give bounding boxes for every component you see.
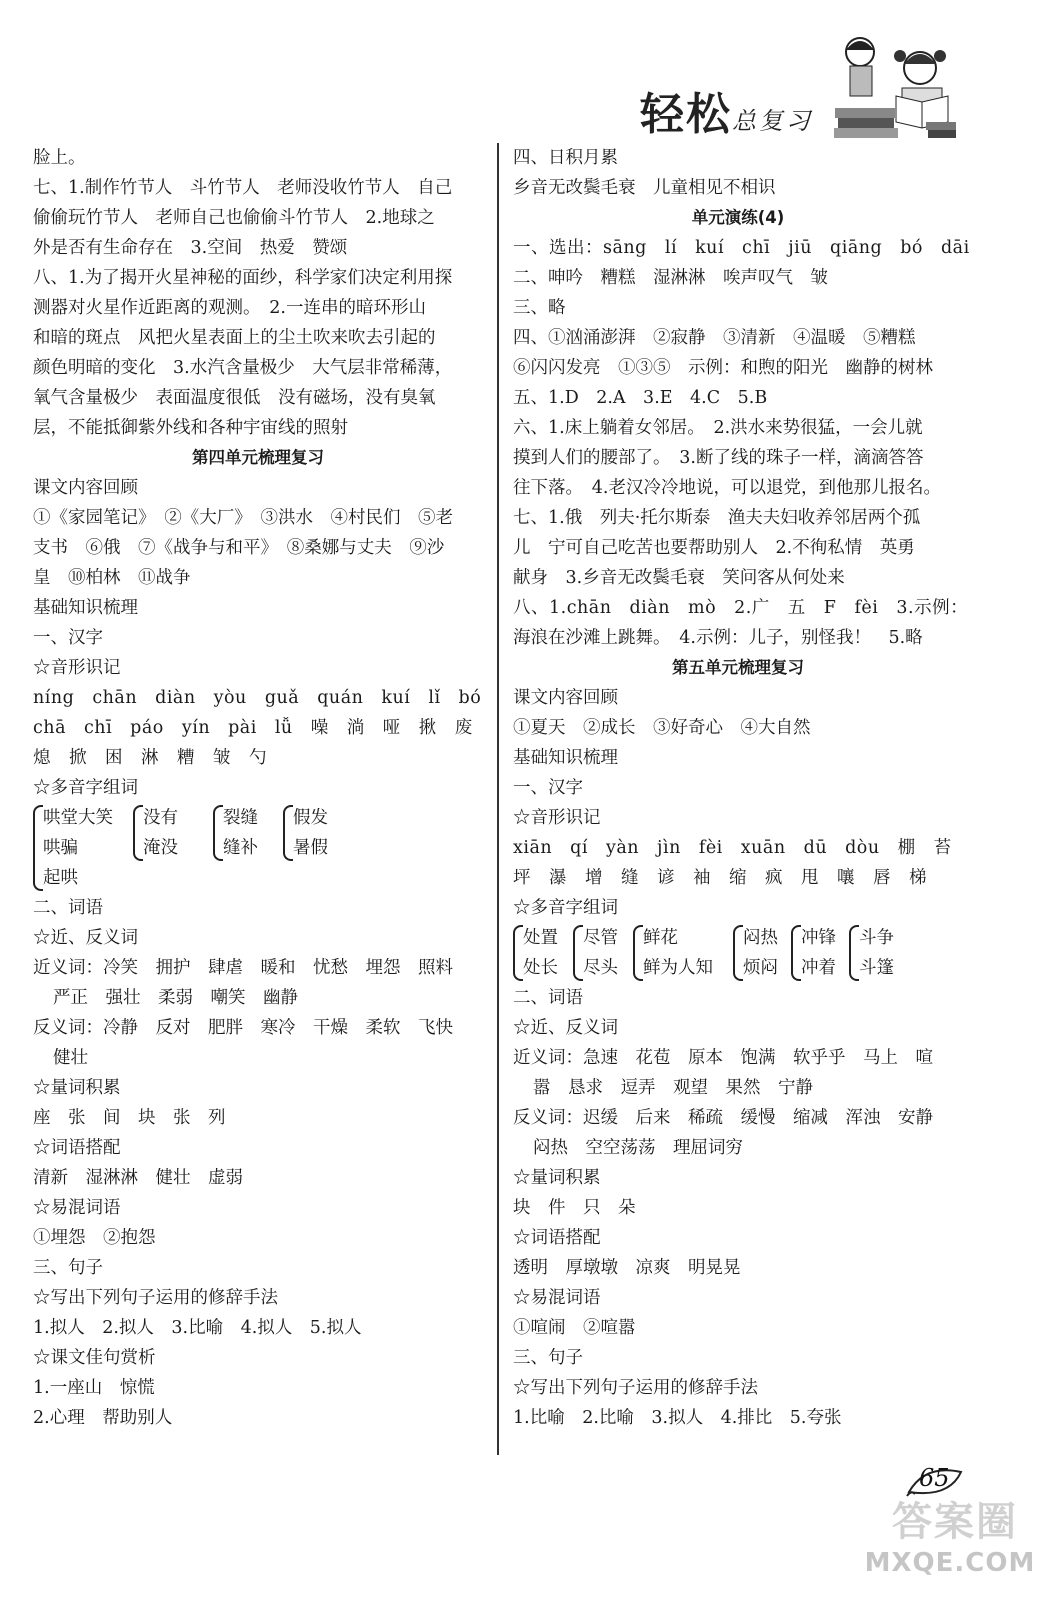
text-line: 1.比喻 2.比喻 3.拟人 4.排比 5.夸张 [513,1408,842,1428]
subsection-label: 课文内容回顾 [33,478,138,498]
text-line: 二、词语 [33,898,103,918]
brace-item: 哄堂大笑 [43,808,113,828]
brace-item: 没有 [143,808,178,828]
text-line: 层，不能抵御紫外线和各种宇宙线的照射 [33,418,348,438]
brace-group [33,803,113,893]
star-heading: ☆多音字组词 [33,778,138,798]
text-line: 透明 厚墩墩 凉爽 明晃晃 [513,1258,741,1278]
brace-item: 斗争 [859,928,894,948]
text-line: 摸到人们的腰部了。 3.断了线的珠子一样，滴滴答答 [513,448,924,468]
text-line: 一、汉字 [513,778,583,798]
star-heading: ☆近、反义词 [513,1018,618,1038]
text-line: 往下落。 4.老汉冷冷地说，可以退党，到他那儿报名。 [513,478,941,498]
text-line: ①喧闹 ②喧嚣 [513,1318,636,1338]
text-line: 二、词语 [513,988,583,1008]
text-line: 健壮 [53,1048,88,1068]
text-line: 闷热 空空荡荡 理屈词穷 [533,1138,743,1158]
subsection-label: 课文内容回顾 [513,688,618,708]
brace-group [283,803,328,863]
text-line: ⑥闪闪发亮 ①③⑤ 示例：和煦的阳光 幽静的树林 [513,358,933,378]
text-line: 块 件 只 朵 [513,1198,636,1218]
brace-item: 淹没 [143,838,178,858]
brace-group [513,923,558,983]
text-line: 脸上。 [33,148,86,168]
text-line: 三、句子 [33,1258,103,1278]
brand-subtitle: 总复习 [732,107,813,135]
brace-item: 缝补 [223,838,258,858]
brace-group [573,923,618,983]
text-line: 八、1.为了揭开火星神秘的面纱，科学家们决定利用探 [33,268,453,288]
star-heading: ☆音形识记 [33,658,121,678]
pinyin-line: 熄 掀 困 淋 糟 皱 勺 [33,748,267,768]
star-heading: ☆写出下列句子运用的修辞手法 [33,1288,278,1308]
brace-item: 哄骗 [43,838,78,858]
text-line: 一、汉字 [33,628,103,648]
page-header [0,0,1060,140]
brace-item: 斗篷 [859,958,894,978]
star-heading: ☆词语搭配 [513,1228,601,1248]
brace-group [849,923,894,983]
text-line: ①《家园笔记》 ②《大厂》 ③洪水 ④村民们 ⑤老 [33,508,453,528]
left-column [33,143,483,1433]
text-line: 三、句子 [513,1348,583,1368]
text-line: 氧气含量极少 表面温度很低 没有磁场，没有臭氧 [33,388,436,408]
brace-item: 处置 [523,928,558,948]
text-line: 清新 湿淋淋 健壮 虚弱 [33,1168,243,1188]
pinyin-line: 一、选出：sāng lí kuí chī jiū qiāng bó dāi [513,238,970,258]
subsection-label: 基础知识梳理 [33,598,138,618]
text-line: 二、呻吟 糟糕 湿淋淋 唉声叹气 皱 [513,268,828,288]
brace-group [791,923,836,983]
brace-item: 裂缝 [223,808,258,828]
text-line: 四、①汹涌澎湃 ②寂静 ③清新 ④温暖 ⑤糟糕 [513,328,916,348]
section-heading: 第四单元梳理复习 [192,448,324,467]
star-heading: ☆写出下列句子运用的修辞手法 [513,1378,758,1398]
column-divider [497,143,499,1455]
star-heading: ☆课文佳句赏析 [33,1348,156,1368]
watermark [850,1490,1050,1590]
polyphone-groups [513,923,963,983]
brace-item: 假发 [293,808,328,828]
brace-item: 烦闷 [743,958,778,978]
text-line: ①埋怨 ②抱怨 [33,1228,156,1248]
brace-item: 处长 [523,958,558,978]
brace-item: 鲜花 [643,928,678,948]
star-heading: ☆多音字组词 [513,898,618,918]
text-line: 1.拟人 2.拟人 3.比喻 4.拟人 5.拟人 [33,1318,362,1338]
brand-logo [640,78,813,142]
star-heading: ☆音形识记 [513,808,601,828]
subsection-label: 基础知识梳理 [513,748,618,768]
star-heading: ☆易混词语 [513,1288,601,1308]
text-line: 五、1.D 2.A 3.E 4.C 5.B [513,388,768,408]
polyphone-groups [33,803,483,893]
page-number-text: 65 [919,1464,950,1492]
brace-item: 闷热 [743,928,778,948]
pinyin-line: chā chī páo yín pài lǚ 噪 淌 哑 揪 废 [33,718,473,738]
star-heading: ☆近、反义词 [33,928,138,948]
text-line: 皇 ⑩柏林 ⑪战争 [33,568,191,588]
section-heading: 单元演练(4) [691,208,785,227]
text-line: ①夏天 ②成长 ③好奇心 ④大自然 [513,718,811,738]
star-heading: ☆词语搭配 [33,1138,121,1158]
brace-group [133,803,178,863]
star-heading: ☆易混词语 [33,1198,121,1218]
text-line: 近义词：冷笑 拥护 肆虐 暖和 忧愁 埋怨 照料 [33,958,453,978]
brace-item: 暑假 [293,838,328,858]
text-line: 反义词：迟缓 后来 稀疏 缓慢 缩减 浑浊 安静 [513,1108,933,1128]
brace-item: 冲着 [801,958,836,978]
brand-title: 轻松 [640,89,732,140]
pinyin-line: 坪 瀑 增 缝 谚 袖 缩 疯 甩 嚷 唇 梯 [513,868,927,888]
text-line: 近义词：急速 花苞 原本 饱满 软乎乎 马上 喧 [513,1048,933,1068]
text-line: 测器对火星作近距离的观测。 2.一连串的暗环形山 [33,298,426,318]
text-line: 三、略 [513,298,566,318]
text-line: 外是否有生命存在 3.空间 热爱 赞颂 [33,238,348,258]
star-heading: ☆量词积累 [33,1078,121,1098]
text-line: 偷偷玩竹节人 老师自己也偷偷斗竹节人 2.地球之 [33,208,435,228]
text-line: 严正 强壮 柔弱 嘲笑 幽静 [53,988,298,1008]
text-line: 和暗的斑点 风把火星表面上的尘土吹来吹去引起的 [33,328,436,348]
text-line: 献身 3.乡音无改鬓毛衰 笑问客从何处来 [513,568,845,588]
brace-item: 起哄 [43,868,78,888]
pinyin-line: xiān qí yàn jìn fèi xuān dū dòu 棚 苔 [513,838,952,858]
text-line: 七、1.俄 列夫·托尔斯泰 渔夫夫妇收养邻居两个孤 [513,508,921,528]
text-line: 支书 ⑥俄 ⑦《战争与和平》 ⑧桑娜与丈夫 ⑨沙 [33,538,445,558]
brace-item: 鲜为人知 [643,958,713,978]
brace-item: 冲锋 [801,928,836,948]
watermark-logo: 答案圈 [892,1499,1018,1545]
text-line: 反义词：冷静 反对 肥胖 寒冷 干燥 柔软 飞快 [33,1018,453,1038]
text-line: 海浪在沙滩上跳舞。 4.示例：儿子，别怪我！ 5.略 [513,628,923,648]
text-line: 四、日积月累 [513,148,618,168]
text-line: 儿 宁可自己吃苦也要帮助别人 2.不徇私情 英勇 [513,538,915,558]
text-line: 七、1.制作竹节人 斗竹节人 老师没收竹节人 自己 [33,178,453,198]
brace-group [633,923,713,983]
text-line: 六、1.床上躺着女邻居。 2.洪水来势很猛，一会儿就 [513,418,923,438]
brace-group [733,923,778,983]
pinyin-line: níng chān diàn yòu guǎ quán kuí lǐ bó [33,688,482,708]
watermark-site: MXQE.COM [864,1548,1036,1578]
star-heading: ☆量词积累 [513,1168,601,1188]
section-heading: 第五单元梳理复习 [672,658,804,677]
reading-children-illustration [830,30,960,140]
text-line: 乡音无改鬓毛衰 儿童相见不相识 [513,178,776,198]
pinyin-line: 八、1.chān diàn mò 2.广 五 F fèi 3.示例： [513,598,969,618]
text-line: 2.心理 帮助别人 [33,1408,173,1428]
text-line: 座 张 间 块 张 列 [33,1108,226,1128]
text-line: 1.一座山 惊慌 [33,1378,155,1398]
text-line: 嚣 恳求 逗弄 观望 果然 宁静 [533,1078,813,1098]
brace-item: 尽头 [583,958,618,978]
text-line: 颜色明暗的变化 3.水汽含量极少 大气层非常稀薄， [33,358,453,378]
brace-item: 尽管 [583,928,618,948]
brace-group [213,803,258,863]
right-column [513,143,970,1433]
